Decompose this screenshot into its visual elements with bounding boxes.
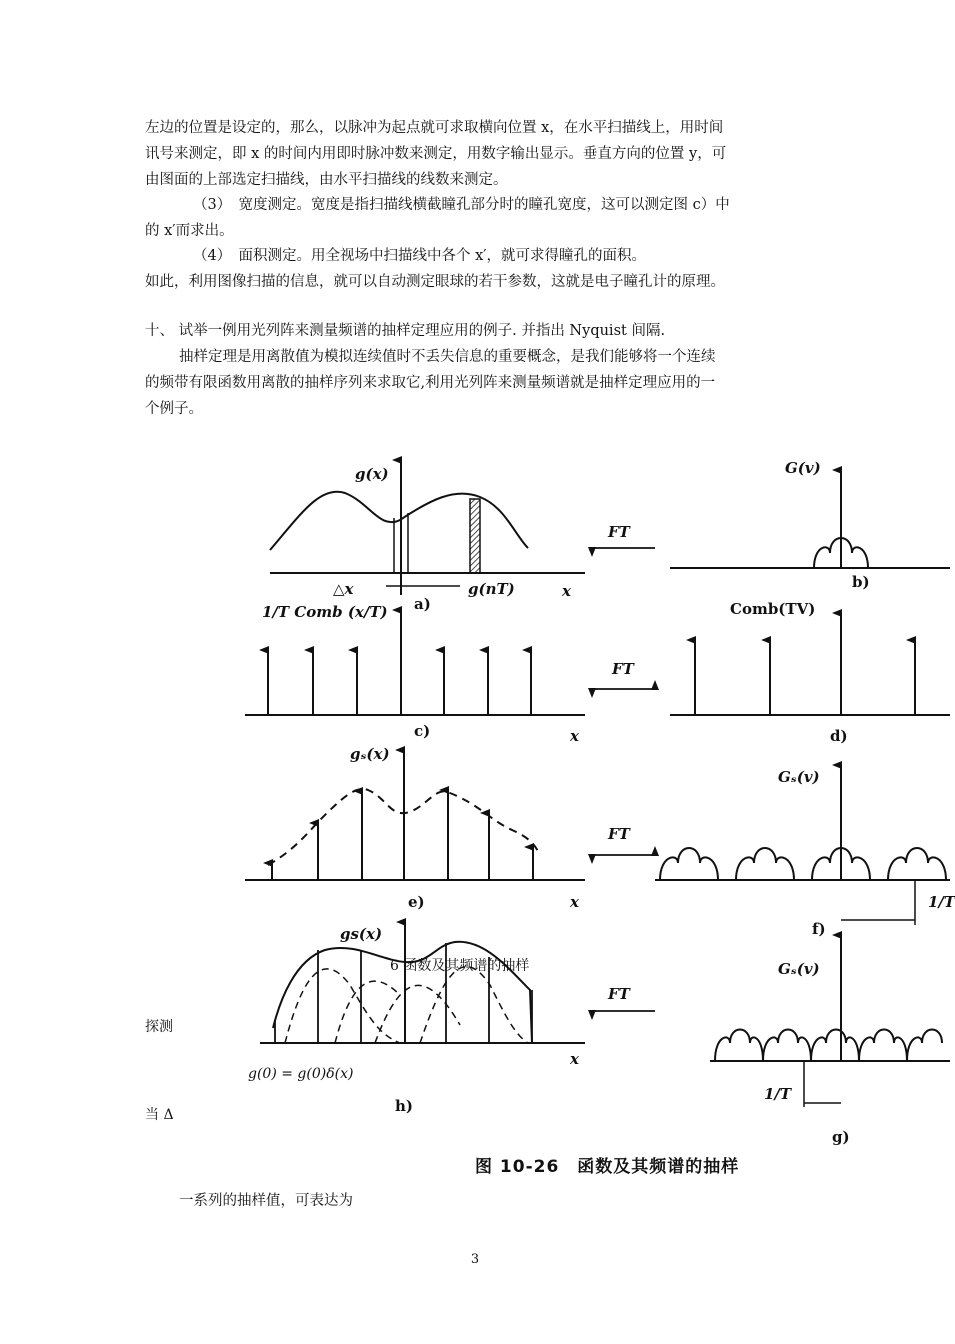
text-line: 个例子。 [145, 401, 203, 417]
text-dang: 当 Δ [145, 1107, 174, 1123]
text-line: 如此，利用图像扫描的信息，就可以自动测定眼球的若干参数，这就是电子瞳孔计的原理。 [145, 274, 725, 290]
bottom-line: 一系列的抽样值，可表达为 [179, 1193, 353, 1209]
label-x-a: x [562, 582, 571, 600]
text-line: 讯号来测定，即 x 的时间内用即时脉冲数来测定，用数字输出显示。垂直方向的位置 y，可 [145, 146, 727, 162]
sub-b: b) [852, 573, 870, 591]
sub-f: f) [812, 920, 826, 938]
sub-g: g) [832, 1128, 850, 1146]
formula: g(0) = g(0)δ(x) [248, 1066, 354, 1082]
label-comb-right: Comb(TV) [730, 600, 816, 618]
text-line: （4） 面积测定。用全视场中扫描线中各个 x′，就可求得瞳孔的面积。 [193, 248, 647, 264]
label-g-nT: g(nT) [468, 580, 515, 598]
comb-c [268, 610, 531, 715]
label-G-v: G(v) [785, 459, 821, 477]
text-line: 的 x′而求出。 [145, 223, 234, 239]
paragraph-2 [145, 192, 810, 244]
sinc-h [285, 967, 528, 1043]
spectrum-g [715, 1030, 942, 1062]
spectrum-f [660, 848, 946, 880]
question-section [145, 318, 810, 422]
ft-label-3: FT [608, 825, 630, 843]
paragraph-3 [145, 243, 810, 295]
sub-c: c) [414, 722, 431, 740]
sub-d: d) [830, 727, 848, 745]
sub-e: e) [408, 893, 425, 911]
ft-arrows [592, 548, 655, 1011]
label-Gs-g: Gₛ(v) [778, 960, 820, 978]
hatched-sample [470, 499, 480, 573]
label-x-c: x [570, 727, 579, 745]
label-comb-left: 1/T Comb (x/T) [262, 603, 388, 621]
text-line: 的频带有限函数用离散的抽样序列来求取它,利用光列阵来测量频谱就是抽样定理应用的一 [145, 375, 716, 391]
paragraph-1 [145, 115, 810, 193]
label-1T-g: 1/T [764, 1085, 792, 1103]
text-line: 左边的位置是设定的，那么，以脉冲为起点就可求取横向位置 x，在水平扫描线上，用时间 [145, 120, 724, 136]
text-line: （3） 宽度测定。宽度是指扫描线横截瞳孔部分时的瞳孔宽度，这可以测定图 c）中 [193, 197, 730, 213]
label-Gs-f: Gₛ(v) [778, 768, 820, 786]
sub-h: h) [395, 1097, 414, 1115]
ft-label-4: FT [608, 985, 630, 1003]
label-gs-e: gₛ(x) [350, 745, 390, 763]
curve-a [270, 492, 528, 550]
label-x-h: x [570, 1050, 579, 1068]
text-line: 抽样定理是用离散值为模拟连续值时不丢失信息的重要概念，是我们能够将一个连续 [179, 349, 716, 365]
label-x-e: x [570, 893, 579, 911]
ft-label-1: FT [608, 523, 630, 541]
sampling-figure [240, 445, 955, 1165]
text-tance: 探测 [145, 1019, 173, 1035]
label-1T-f: 1/T [928, 893, 955, 911]
sub-a: a) [414, 595, 431, 613]
samples-e [272, 790, 533, 880]
label-delta-x: △x [333, 580, 354, 598]
ft-label-2: FT [612, 660, 634, 678]
text-line: 由图面的上部选定扫描线，由水平扫描线的线数来测定。 [145, 172, 508, 188]
page-number: 3 [470, 1252, 480, 1267]
label-gs-h: gs(x) [340, 925, 383, 943]
label-g-x: g(x) [355, 465, 389, 483]
figure-caption: 图 10-26 函数及其频谱的抽样 [475, 1157, 740, 1177]
figure-drawing [240, 445, 950, 1165]
question-title: 十、 试举一例用光列阵来测量频谱的抽样定理应用的例子. 并指出 Nyquist 间隔. [145, 323, 666, 339]
overlay-caption: 6 函数及其频谱的抽样 [390, 958, 530, 974]
comb-d [695, 613, 915, 715]
